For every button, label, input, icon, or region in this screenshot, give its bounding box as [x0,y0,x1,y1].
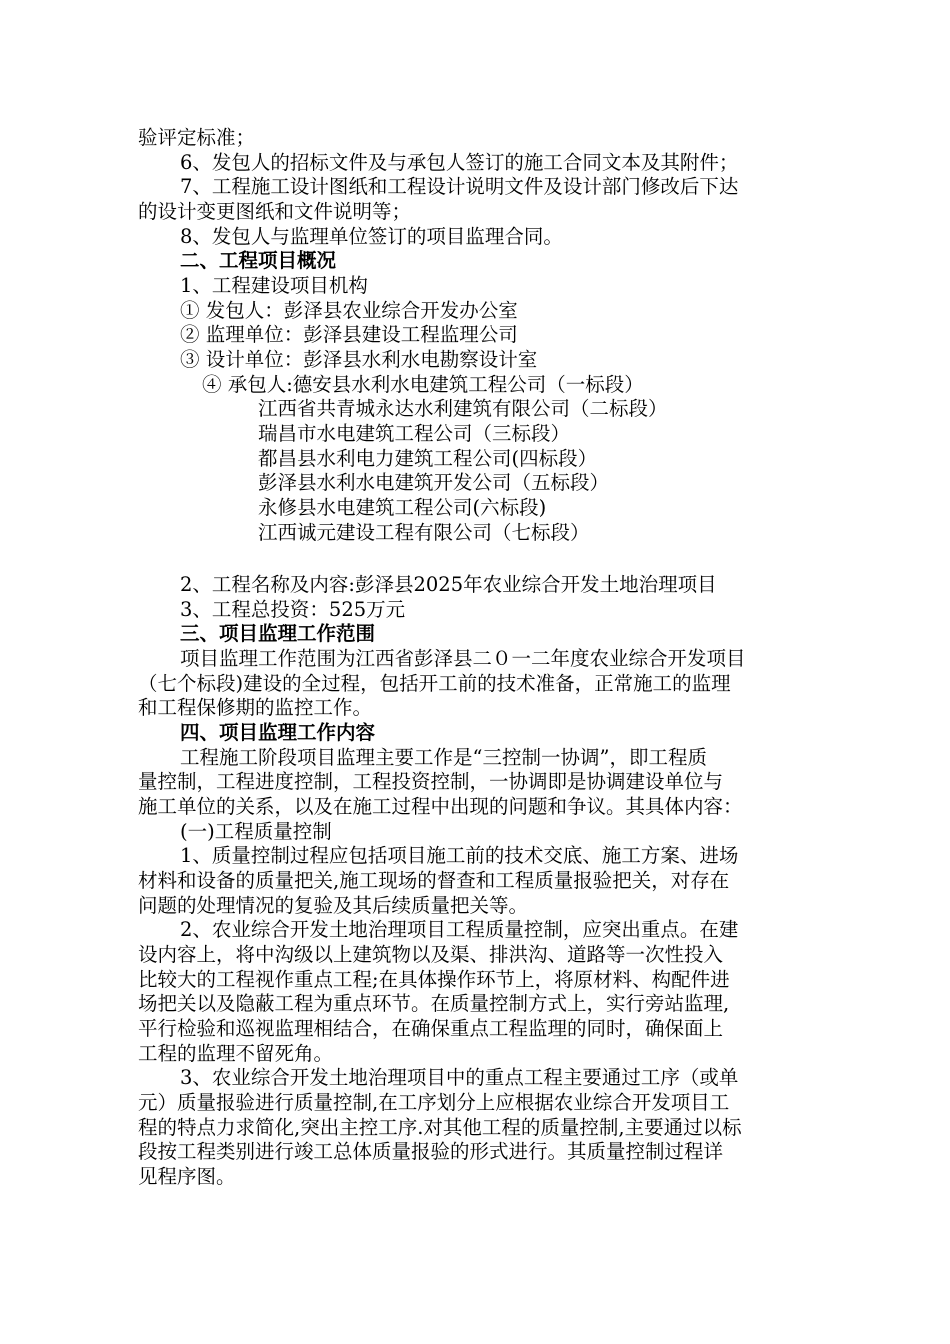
text-line: 平行检验和巡视监理相结合，在确保重点工程监理的同时，确保面上 [138,1017,724,1040]
text-line: 永修县水电建筑工程公司(六标段) [258,496,547,519]
text-line: ② 监理单位：彭泽县建设工程监理公司 [180,323,518,346]
text-line: ④ 承包人:德安县水利水电建筑工程公司（一标段） [202,373,644,396]
section-heading: 三、项目监理工作范围 [180,622,376,645]
text-line: 程的特点力求简化,突出主控工序.对其他工程的质量控制,主要通过以标 [138,1116,742,1139]
text-line: 1、质量控制过程应包括项目施工前的技术交底、施工方案、进场 [180,844,739,867]
text-line: 段按工程类别进行竣工总体质量报验的形式进行。其质量控制过程详 [138,1140,724,1163]
text-line: 工程施工阶段项目监理主要工作是“三控制一协调”，即工程质 [180,746,707,769]
text-line: 量控制，工程进度控制，工程投资控制，一协调即是协调建设单位与 [138,770,724,793]
text-line: ③ 设计单位：彭泽县水利水电勘察设计室 [180,348,538,371]
text-line: 元）质量报验进行质量控制,在工序划分上应根据农业综合开发项目工 [138,1091,730,1114]
section-heading: 四、项目监理工作内容 [180,721,376,744]
text-line: 都昌县水利电力建筑工程公司(四标段） [258,447,598,470]
text-line: 2、农业综合开发土地治理项目工程质量控制，应突出重点。在建 [180,918,739,941]
text-line: (一)工程质量控制 [180,820,332,843]
text-line: 和工程保修期的监控工作。 [138,696,373,719]
text-line: 6、发包人的招标文件及与承包人签订的施工合同文本及其附件； [180,151,739,174]
text-line: 问题的处理情况的复验及其后续质量把关等。 [138,894,529,917]
text-line: 见程序图。 [138,1165,236,1188]
text-line: 7、工程施工设计图纸和工程设计说明文件及设计部门修改后下达 [180,175,739,198]
text-line: 的设计变更图纸和文件说明等； [138,200,412,223]
text-line: 施工单位的关系，以及在施工过程中出现的问题和争议。其具体内容： [138,795,743,818]
text-line: 场把关以及隐蔽工程为重点环节。在质量控制方式上，实行旁站监理, [138,992,730,1015]
text-line: 比较大的工程视作重点工程;在具体操作环节上，将原材料、构配件进 [138,968,730,991]
text-line: 彭泽县水利水电建筑开发公司（五标段） [258,471,610,494]
text-line: 3、农业综合开发土地治理项目中的重点工程主要通过工序（或单 [180,1066,739,1089]
text-line: 1、工程建设项目机构 [180,274,368,297]
text-line: 项目监理工作范围为江西省彭泽县二０一二年度农业综合开发项目 [180,647,746,670]
text-line: 3、工程总投资：525万元 [180,598,406,621]
section-heading: 二、工程项目概况 [180,249,337,272]
text-line: 江西省共青城永达水利建筑有限公司（二标段） [258,397,668,420]
text-line: 工程的监理不留死角。 [138,1042,334,1065]
text-line: 江西诚元建设工程有限公司（七标段） [258,521,590,544]
text-line: ① 发包人：彭泽县农业综合开发办公室 [180,299,518,322]
text-line: （七个标段)建设的全过程，包括开工前的技术准备，正常施工的监理 [138,672,731,695]
text-line: 设内容上，将中沟级以上建筑物以及渠、排洪沟、道路等一次性投入 [138,943,724,966]
text-line: 瑞昌市水电建筑工程公司（三标段） [258,422,571,445]
text-line: 8、发包人与监理单位签订的项目监理合同。 [180,225,563,248]
text-line: 材料和设备的质量把关,施工现场的督查和工程质量报验把关，对存在 [138,869,730,892]
text-line: 验评定标准； [138,126,256,149]
text-line: 2、工程名称及内容:彭泽县2025年农业综合开发土地治理项目 [180,573,717,596]
